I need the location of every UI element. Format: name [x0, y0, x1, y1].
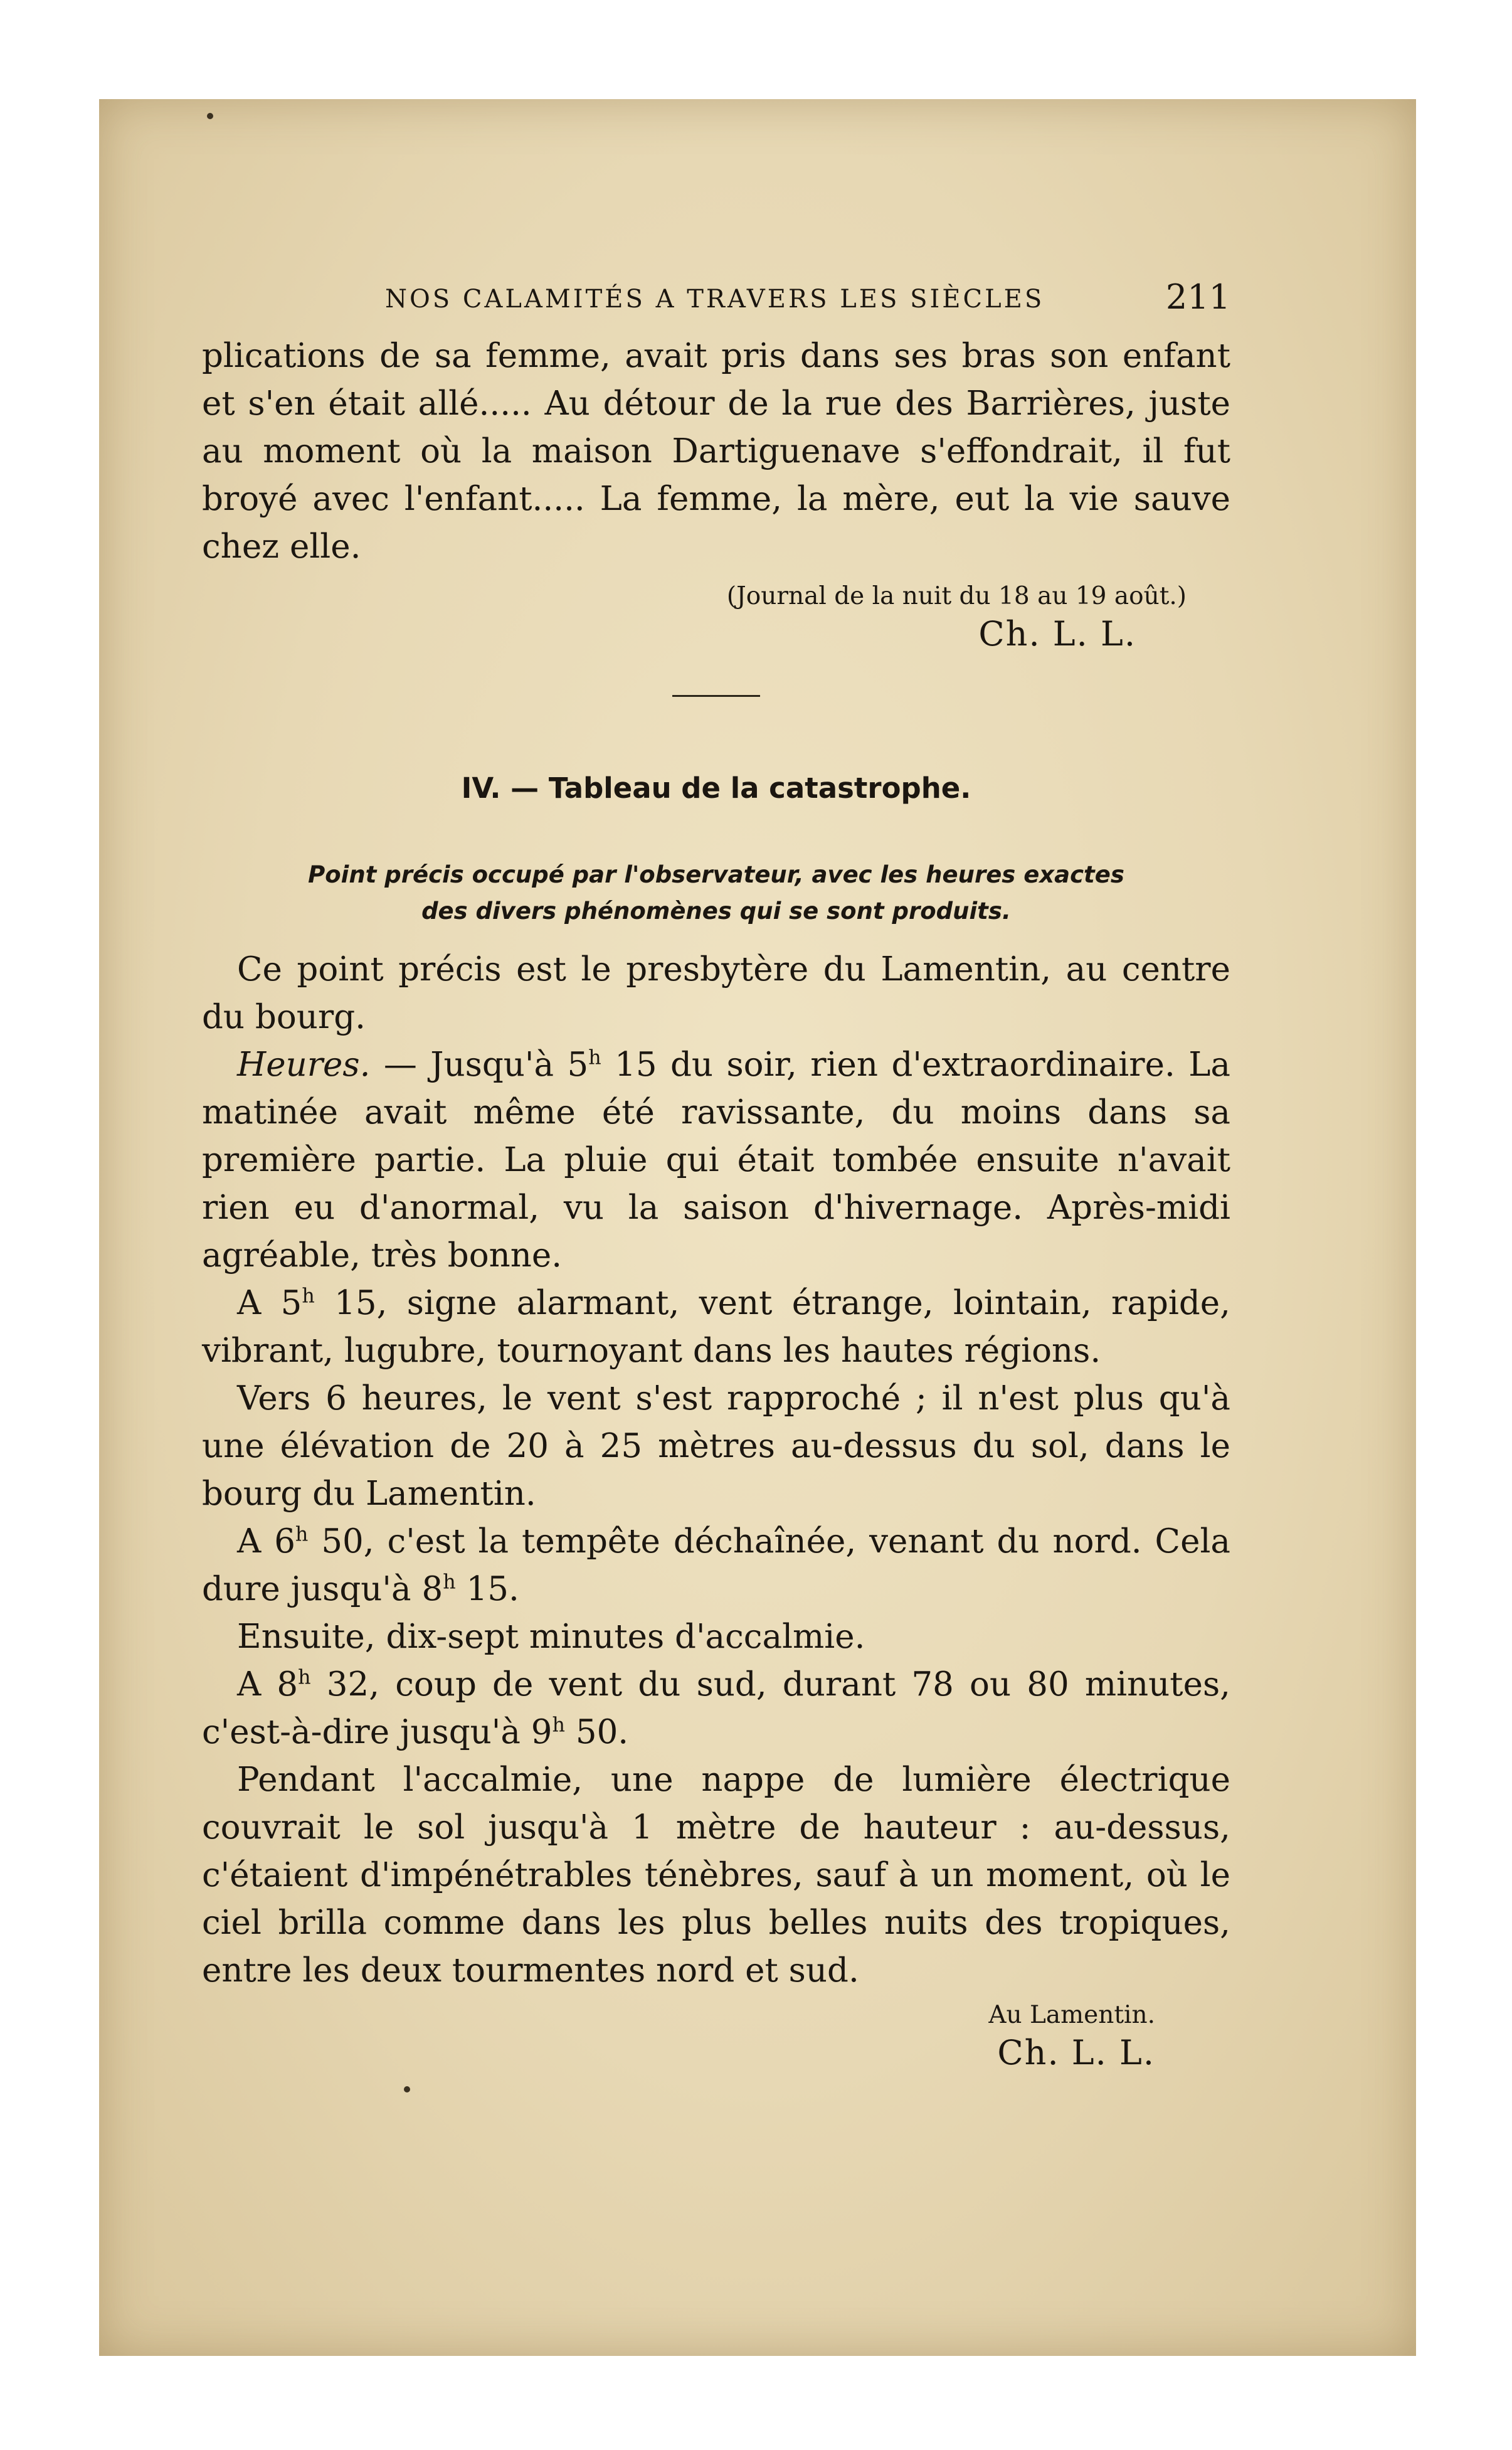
italic-label: Heures.	[237, 1046, 371, 1084]
paragraph: A 6$^h$ 50, c'est la tempête déchaînée, venant du nord. Cela dure jusqu'à 8$^h$ 15.	[202, 1522, 1231, 1608]
paragraph: Vers 6 heures, le vent s'est rapproché ; il n'est plus qu'à une élévation de 20 à 25 mètres au-dessus du sol, dans le bourg du Lamentin.	[202, 1379, 1230, 1513]
paragraph: A 8$^h$ 32, coup de vent du sud, durant 78 ou 80 minutes, c'est-à-dire jusqu'à 9$^h$ 50.	[202, 1665, 1231, 1751]
place-line: Au Lamentin.	[988, 2001, 1155, 2029]
signature: Ch. L. L.	[978, 614, 1136, 654]
ink-fleck	[207, 113, 213, 119]
paragraph: A 5$^h$ 15, signe alarmant, vent étrange, lointain, rapide, vibrant, lugubre, tournoyant dans les hautes régions.	[202, 1284, 1231, 1370]
section-heading: IV. — Tableau de la catastrophe.	[461, 772, 971, 805]
section-body	[202, 946, 1230, 2072]
scanned-page	[99, 99, 1416, 2356]
subheading-line-2: des divers phénomènes qui se sont produits.	[421, 898, 1011, 925]
page-number: 211	[1165, 277, 1230, 317]
running-head	[202, 278, 1230, 322]
signature: Ch. L. L.	[997, 2033, 1155, 2072]
paragraph: Ce point précis est le presbytère du Lamentin, au centre du bourg.	[202, 950, 1230, 1036]
subheading-line-1: Point précis occupé par l'observateur, avec les heures exactes	[308, 861, 1124, 888]
paragraph: Ensuite, dix-sept minutes d'accalmie.	[237, 1618, 865, 1656]
section-subheading	[202, 857, 1230, 930]
section-continued-text	[202, 332, 1230, 654]
paragraph: Pendant l'accalmie, une nappe de lumière électrique couvrait le sol jusqu'à 1 mètre de hauteur : au-dessus, c'étaient d'impénétrables ténèbres, sauf à un moment, où le ciel brilla comme dans les plus belles nuits des tropiques, entre les deux tourmentes nord et sud.	[202, 1761, 1230, 1990]
section-divider	[672, 695, 760, 697]
paragraph: Heures. — Jusqu'à 5$^h$ 15 du soir, rien d'extraordinaire. La matinée avait même été ravissante, du moins dans sa première partie. La pluie qui était tombée ensuite n'avait rien eu d'anormal, vu la saison d'hivernage. Après-midi agréable, très bonne.	[202, 1046, 1231, 1275]
ink-fleck	[404, 2086, 410, 2092]
paragraph: plications de sa femme, avait pris dans ses bras son enfant et s'en était allé..... Au détour de la rue des Barrières, juste au moment où la maison Dartiguenave s'effondrait, il fut broyé avec l'enfant..... La femme, la mère, eut la vie sauve chez elle.	[202, 337, 1230, 566]
source-citation: (Journal de la nuit du 18 au 19 août.)	[726, 582, 1187, 610]
running-head-title: NOS CALAMITÉS A TRAVERS LES SIÈCLES	[385, 285, 1045, 314]
